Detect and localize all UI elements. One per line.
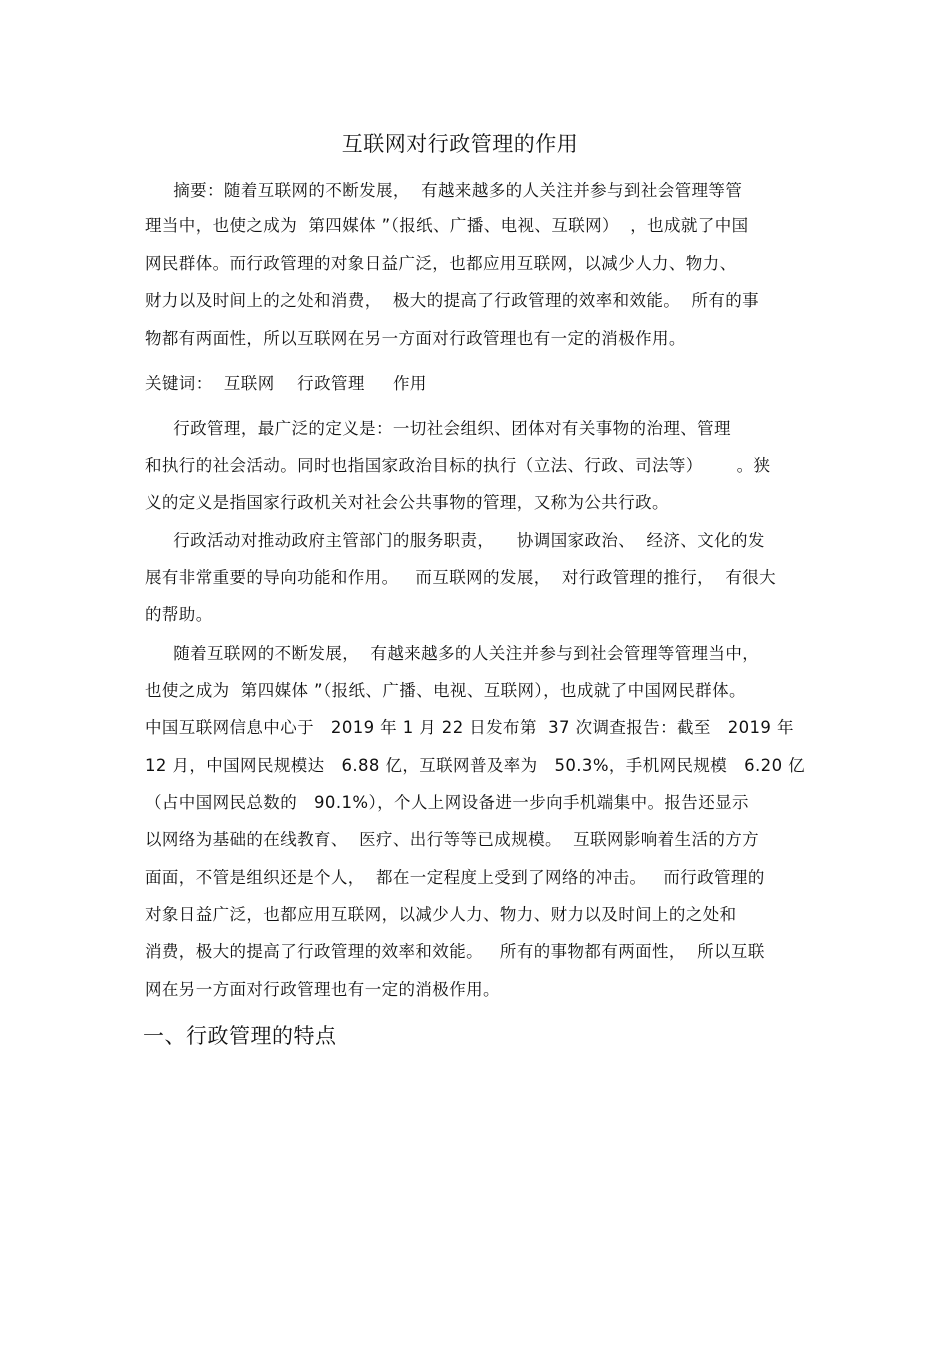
body-line: 行政活动对推动政府主管部门的服务职责， 协调国家政治、 经济、文化的发 [145,531,765,550]
body-line: 中国互联网信息中心于 2019 年 1 月 22 日发布第 37 次调查报告：截至 2019 年 [145,718,794,737]
abstract-line: 财力以及时间上的之处和消费， 极大的提高了行政管理的效率和效能。 所有的事 [145,291,760,310]
body-line: 行政管理，最广泛的定义是：一切社会组织、团体对有关事物的治理、管理 [145,419,731,438]
body-line: 义的定义是指国家行政机关对社会公共事物的管理，又称为公共行政。 [145,493,669,512]
body-line: 和执行的社会活动。同时也指国家政治目标的执行（立法、行政、司法等） 。狭 [145,456,771,475]
body-line: （占中国网民总数的 90.1%），个人上网设备进一步向手机端集中。报告还显示 [145,793,749,812]
body-line: 展有非常重要的导向功能和作用。 而互联网的发展， 对行政管理的推行， 有很大 [145,568,777,587]
body-line: 对象日益广泛，也都应用互联网，以减少人力、物力、财力以及时间上的之处和 [145,905,737,924]
body-line: 面面，不管是组织还是个人， 都在一定程度上受到了网络的冲击。 而行政管理的 [145,868,765,887]
abstract-line: 摘要：随着互联网的不断发展， 有越来越多的人关注并参与到社会管理等管 [145,181,743,200]
abstract-line: 物都有两面性，所以互联网在另一方面对行政管理也有一定的消极作用。 [145,329,686,348]
body-line: 消费，极大的提高了行政管理的效率和效能。 所有的事物都有两面性， 所以互联 [145,942,765,961]
body-line: 也使之成为 第四媒体 ”（报纸、广播、电视、互联网），也成就了中国网民群体。 [145,681,746,700]
keywords-line: 关键词： 互联网 行政管理 作用 [145,374,427,393]
abstract-line: 理当中，也使之成为 第四媒体 ”（报纸、广播、电视、互联网） ，也成就了中国 [145,216,749,235]
document-title: 互联网对行政管理的作用 [341,132,579,156]
body-line: 随着互联网的不断发展， 有越来越多的人关注并参与到社会管理等管理当中， [145,644,760,663]
body-line: 12 月，中国网民规模达 6.88 亿，互联网普及率为 50.3%，手机网民规模 6.20 亿 [145,756,806,775]
section-heading: 一、行政管理的特点 [143,1024,337,1048]
abstract-line: 网民群体。而行政管理的对象日益广泛，也都应用互联网，以减少人力、物力、 [145,254,737,273]
body-line: 的帮助。 [145,605,213,624]
body-line: 网在另一方面对行政管理也有一定的消极作用。 [145,980,500,999]
body-line: 以网络为基础的在线教育、 医疗、出行等等已成规模。 互联网影响着生活的方方 [145,830,760,849]
